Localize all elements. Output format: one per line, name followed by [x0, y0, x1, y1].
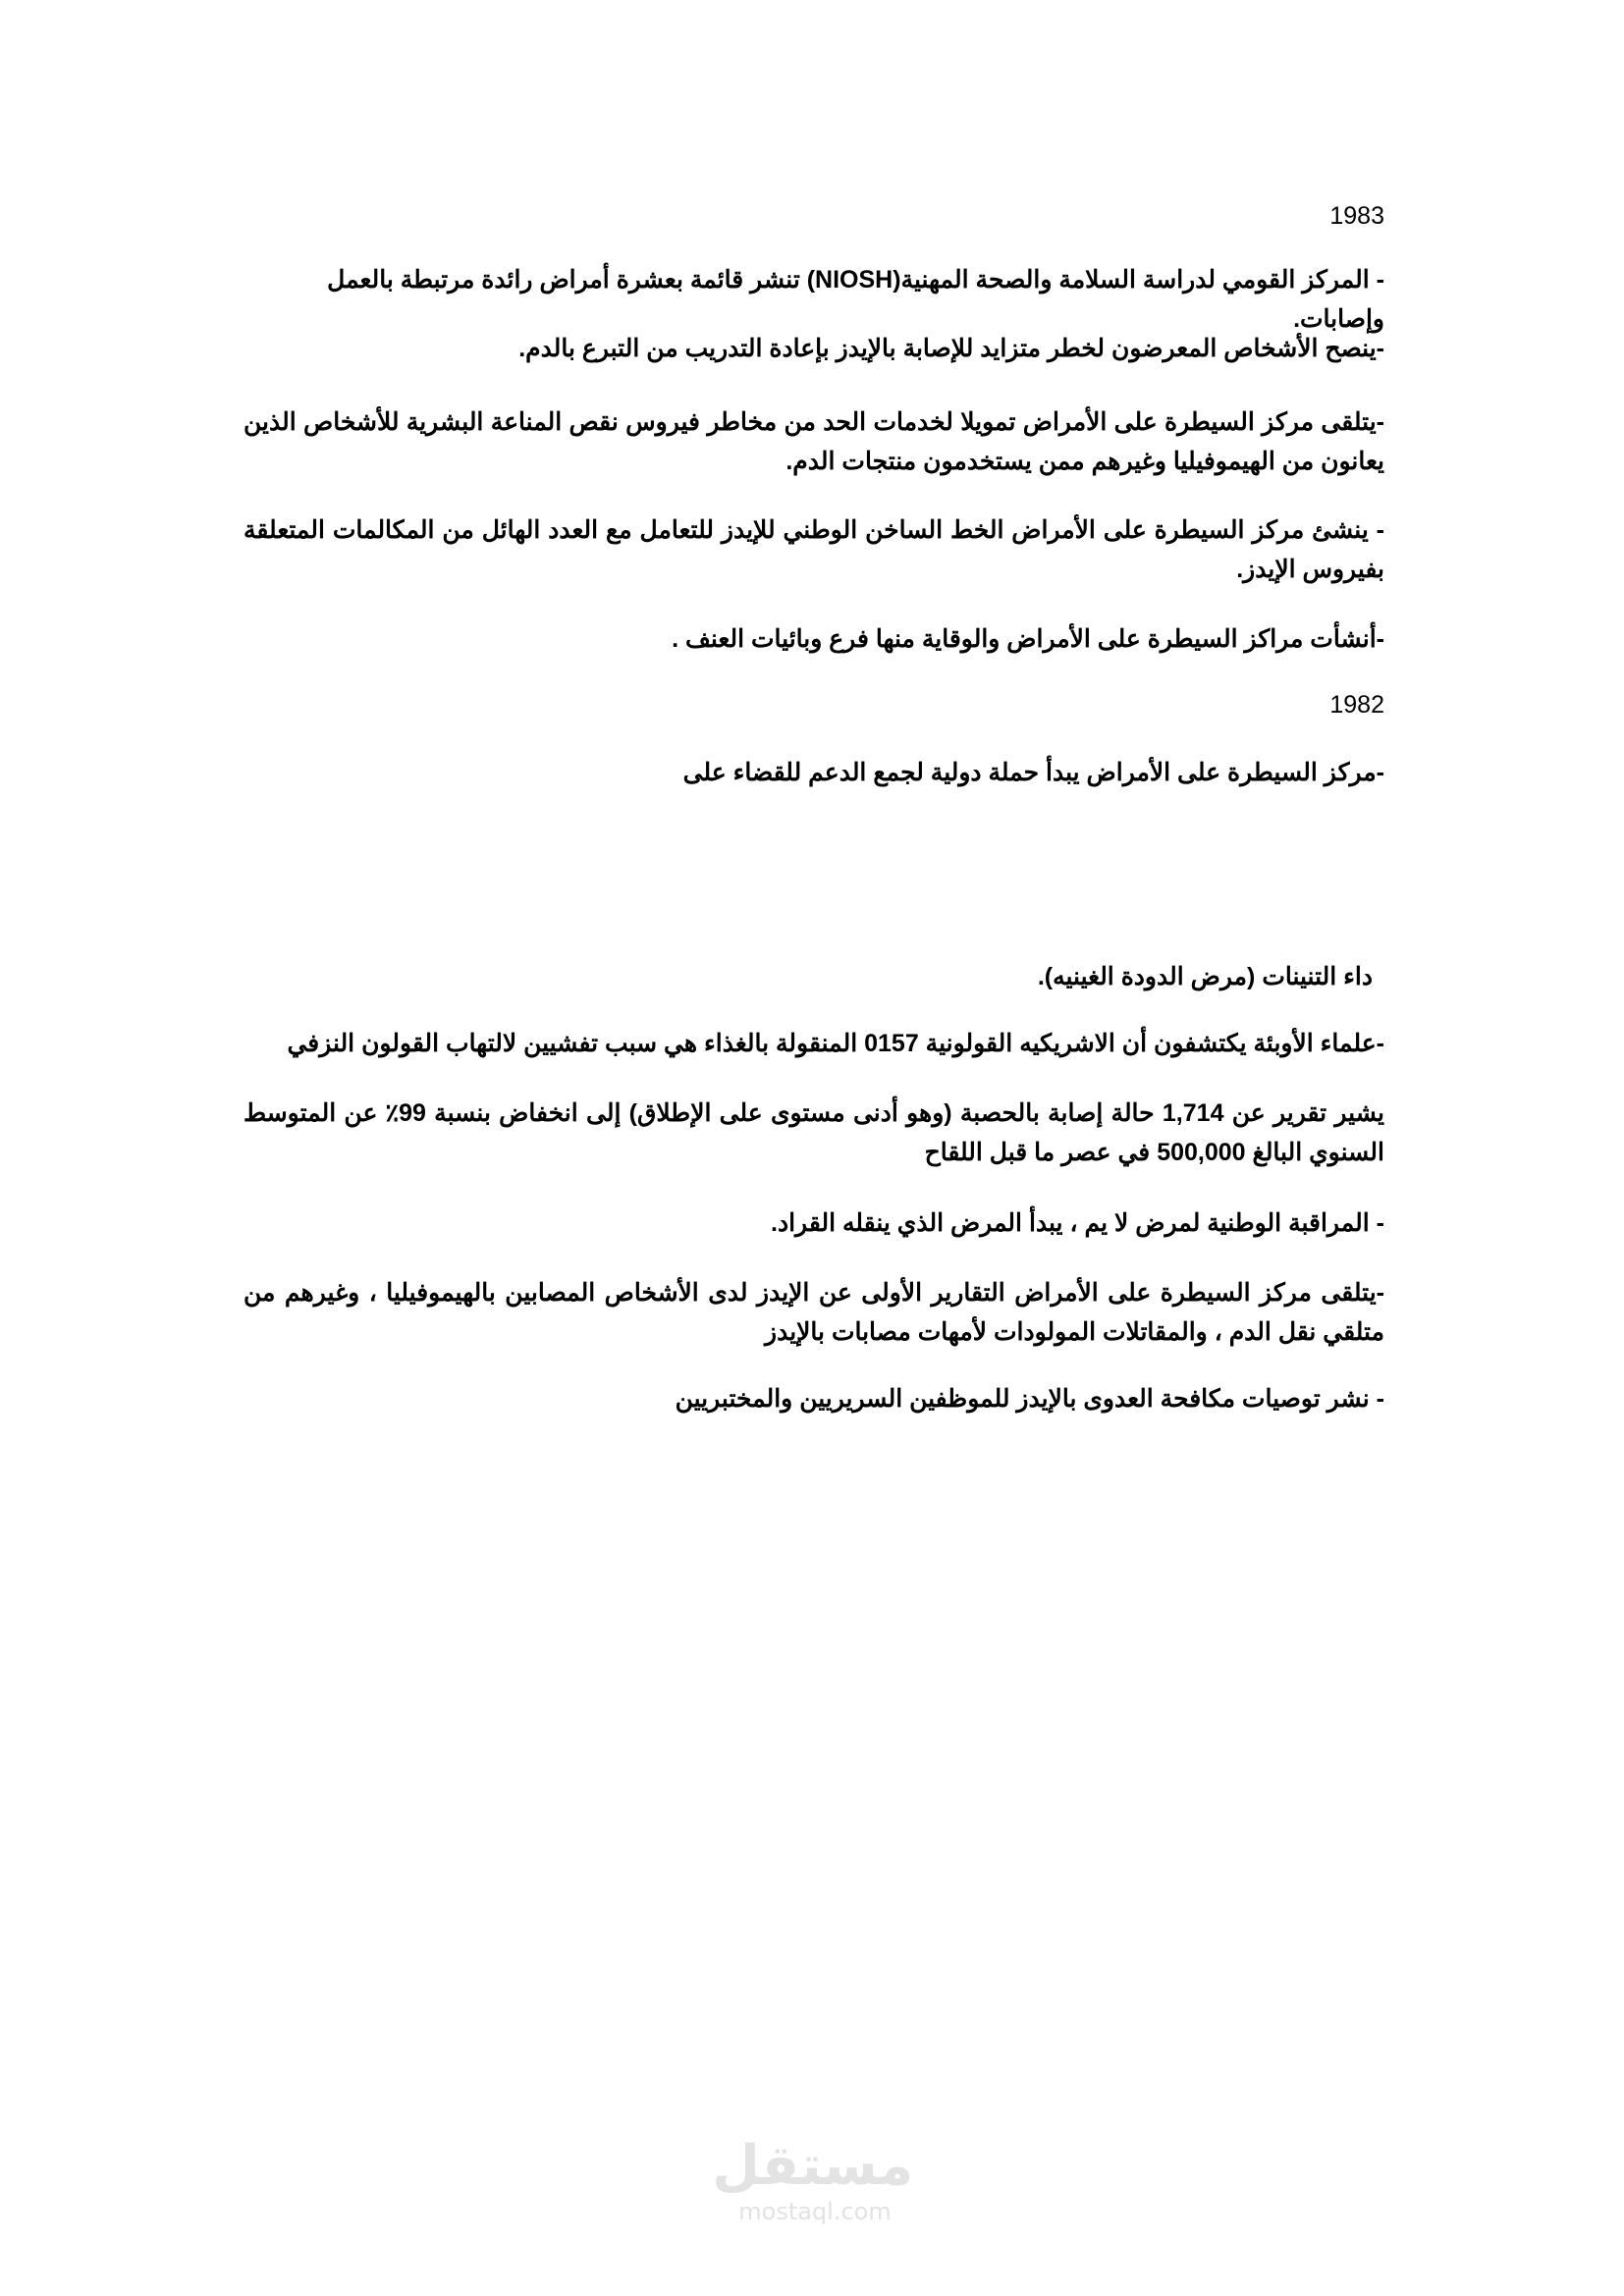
list-item: - المركز القومي لدراسة السلامة والصحة المهنية(NIOSH) تنشر قائمة بعشرة أمراض رائدة مرتبطة بالعمل وإصابات. — [327, 266, 1384, 333]
list-item: -علماء الأوبئة يكتشفون أن الاشريكيه القولونية 0157 المنقولة بالغذاء هي سبب تفشيين لالتهاب القولون النزفي — [287, 1030, 1384, 1057]
mostaql-watermark — [712, 2134, 913, 2225]
list-item: -يتلقى مركز السيطرة على الأمراض التقارير الأولى عن الإيدز لدى الأشخاص المصابين بالهيموفيليا ، وغيرهم من متلقي نقل الدم ، والمقاتلات المولودات لأمهات مصابات بالإيدز — [244, 1279, 1384, 1346]
year-heading-1983: 1983 — [1329, 202, 1384, 230]
list-item: -أنشأت مراكز السيطرة على الأمراض والوقاية منها فرع وبائيات العنف . — [672, 625, 1384, 653]
list-item: - المراقبة الوطنية لمرض لا يم ، يبدأ المرض الذي ينقله القراد. — [771, 1209, 1384, 1237]
watermark-url: mostaql.com — [738, 2198, 892, 2225]
list-item: -يتلقى مركز السيطرة على الأمراض تمويلا لخدمات الحد من مخاطر فيروس نقص المناعة البشرية للأشخاص الذين يعانون من الهيموفيليا وغيرهم ممن يستخدمون منتجات الدم. — [244, 408, 1384, 475]
list-item: داء التنينات (مرض الدودة الغينيه). — [1037, 963, 1373, 990]
list-item: - ينشئ مركز السيطرة على الأمراض الخط الساخن الوطني للإيدز للتعامل مع العدد الهائل من المكالمات المتعلقة بفيروس الإيدز. — [244, 516, 1384, 583]
list-item: -ينصح الأشخاص المعرضون لخطر متزايد للإصابة بالإيدز بإعادة التدريب من التبرع بالدم. — [518, 335, 1384, 362]
watermark-logo: مستقل — [712, 2134, 913, 2198]
list-item: - نشر توصيات مكافحة العدوى بالإيدز للموظفين السريريين والمختبريين — [675, 1385, 1384, 1413]
list-item: -مركز السيطرة على الأمراض يبدأ حملة دولية لجمع الدعم للقضاء على — [682, 759, 1384, 786]
list-item: يشير تقرير عن 1,714 حالة إصابة بالحصبة (وهو أدنى مستوى على الإطلاق) إلى انخفاض بنسبة 99٪ عن المتوسط السنوي البالغ 500,000 في عصر ما قبل اللقاح — [244, 1099, 1384, 1166]
year-heading-1982: 1982 — [1329, 691, 1384, 719]
